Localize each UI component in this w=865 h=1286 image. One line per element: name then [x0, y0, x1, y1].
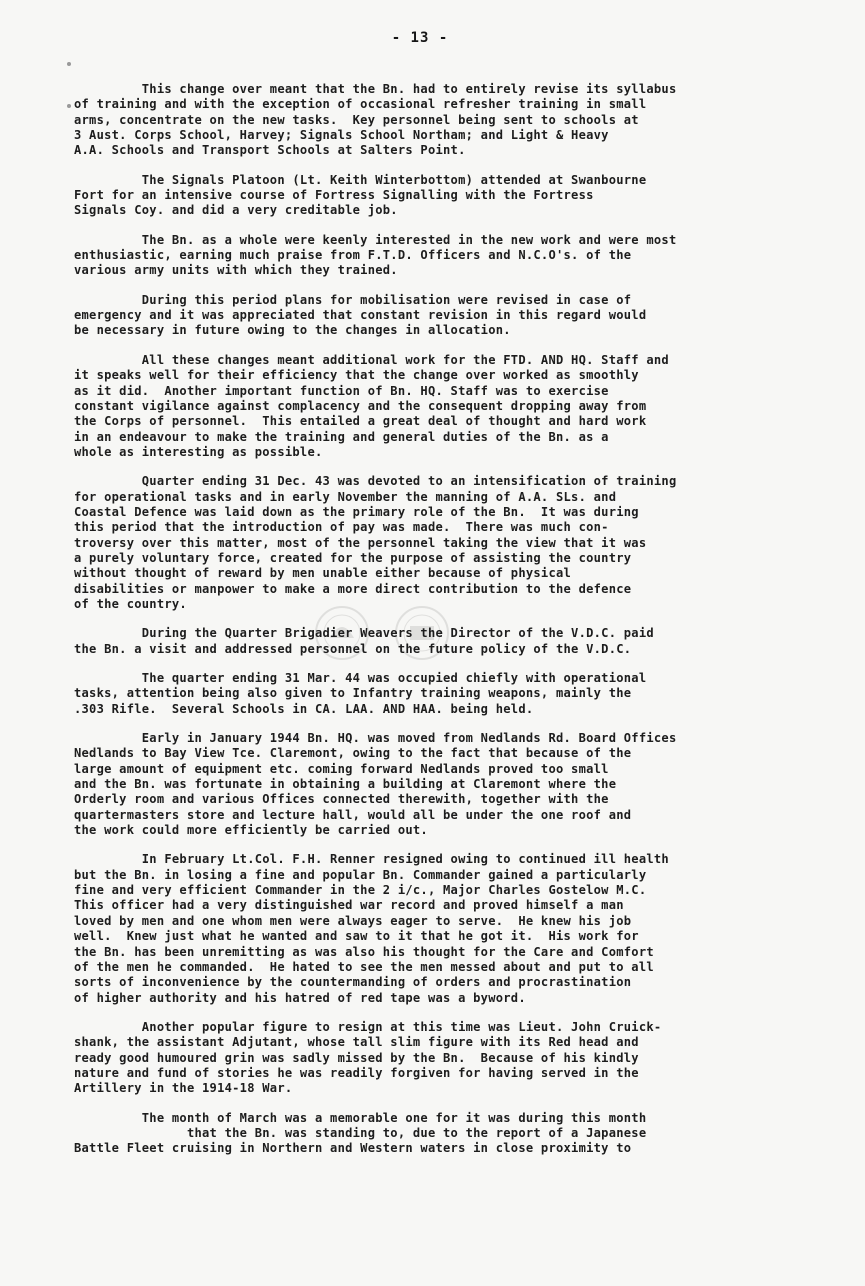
- text-line: the Corps of personnel. This entailed a great deal of thought and hard work: [74, 414, 647, 429]
- text-line: well. Knew just what he wanted and saw to it that he got it. His work for: [74, 929, 639, 944]
- text-line: disabilities or manpower to make a more direct contribution to the defence: [74, 581, 632, 596]
- text-line: whole as interesting as possible.: [74, 444, 323, 459]
- paragraph: [74, 1111, 804, 1157]
- text-line: sorts of inconvenience by the countermanding of orders and procrastination: [74, 975, 632, 990]
- text-line: troversy over this matter, most of the personnel taking the view that it was: [74, 535, 647, 550]
- text-line: ready good humoured grin was sadly missed by the Bn. Because of his kindly: [74, 1050, 639, 1065]
- text-line: Artillery in the 1914-18 War.: [74, 1081, 293, 1096]
- text-line: The Bn. as a whole were keenly interested in the new work and were most: [74, 232, 677, 247]
- text-line: quartermasters store and lecture hall, would all be under the one roof and: [74, 807, 632, 822]
- text-line: A.A. Schools and Transport Schools at Salters Point.: [74, 143, 466, 158]
- text-line: Early in January 1944 Bn. HQ. was moved from Nedlands Rd. Board Offices: [74, 731, 677, 746]
- text-line: of the men he commanded. He hated to see the men messed about and put to all: [74, 959, 654, 974]
- text-line: of training and with the exception of occasional refresher training in small: [74, 97, 647, 112]
- text-line: Quarter ending 31 Dec. 43 was devoted to an intensification of training: [74, 474, 677, 489]
- text-line: Another popular figure to resign at this time was Lieut. John Cruick-: [74, 1019, 662, 1034]
- text-line: Orderly room and various Offices connected therewith, together with the: [74, 792, 609, 807]
- text-line: be necessary in future owing to the changes in allocation.: [74, 323, 511, 338]
- text-line: for operational tasks and in early November the manning of A.A. SLs. and: [74, 489, 617, 504]
- text-line: constant vigilance against complacency and the consequent dropping away from: [74, 398, 647, 413]
- paragraph: [74, 1020, 804, 1097]
- text-line: but the Bn. in losing a fine and popular Bn. Commander gained a particularly: [74, 867, 647, 882]
- text-line: that the Bn. was standing to, due to the report of a Japanese: [74, 1125, 647, 1140]
- body-text: [74, 82, 804, 1171]
- text-line: without thought of reward by men unable either because of physical: [74, 566, 572, 581]
- text-line: 3 Aust. Corps School, Harvey; Signals School Northam; and Light & Heavy: [74, 128, 609, 143]
- text-line: the work could more efficiently be carried out.: [74, 823, 428, 838]
- text-line: it speaks well for their efficiency that the change over worked as smoothly: [74, 368, 639, 383]
- text-line: The quarter ending 31 Mar. 44 was occupied chiefly with operational: [74, 671, 647, 685]
- text-line: this period that the introduction of pay was made. There was much con-: [74, 520, 609, 535]
- paragraph: [74, 293, 804, 339]
- text-line: Fort for an intensive course of Fortress Signalling with the Fortress: [74, 188, 594, 203]
- text-line: The month of March was a memorable one for it was during this month: [74, 1110, 647, 1125]
- text-line: tasks, attention being also given to Infantry training weapons, mainly the: [74, 686, 632, 701]
- text-line: various army units with which they trained.: [74, 263, 398, 278]
- text-line: in an endeavour to make the training and general duties of the Bn. as a: [74, 429, 609, 444]
- punch-mark: [67, 62, 71, 66]
- text-line: This change over meant that the Bn. had to entirely revise its syllabus: [74, 82, 677, 96]
- text-line: In February Lt.Col. F.H. Renner resigned owing to continued ill health: [74, 852, 669, 867]
- text-line: the Bn. a visit and addressed personnel on the future policy of the V.D.C.: [74, 641, 632, 656]
- text-line: fine and very efficient Commander in the 2 i/c., Major Charles Gostelow M.C.: [74, 883, 647, 898]
- text-line: of higher authority and his hatred of red tape was a byword.: [74, 990, 526, 1005]
- text-line: the Bn. has been unremitting as was also his thought for the Care and Comfort: [74, 944, 654, 959]
- text-line: Battle Fleet cruising in Northern and Western waters in close proximity to: [74, 1141, 632, 1156]
- text-line: This officer had a very distinguished war record and proved himself a man: [74, 898, 624, 913]
- text-line: Signals Coy. and did a very creditable job.: [74, 203, 398, 218]
- paragraph: [74, 474, 804, 612]
- text-line: The Signals Platoon (Lt. Keith Winterbottom) attended at Swanbourne: [74, 172, 647, 187]
- text-line: of the country.: [74, 596, 187, 611]
- text-line: Nedlands to Bay View Tce. Claremont, owing to the fact that because of the: [74, 746, 632, 761]
- paragraph: [74, 353, 804, 460]
- text-line: as it did. Another important function of Bn. HQ. Staff was to exercise: [74, 383, 609, 398]
- text-line: Coastal Defence was laid down as the primary role of the Bn. It was during: [74, 504, 639, 519]
- text-line: enthusiastic, earning much praise from F.T.D. Officers and N.C.O's. of the: [74, 248, 632, 263]
- text-line: loved by men and one whom men were always eager to serve. He knew his job: [74, 913, 632, 928]
- text-line: shank, the assistant Adjutant, whose tall slim figure with its Red head and: [74, 1035, 639, 1050]
- text-line: emergency and it was appreciated that constant revision in this regard would: [74, 308, 647, 323]
- text-line: a purely voluntary force, created for the purpose of assisting the country: [74, 550, 632, 565]
- paragraph: [74, 626, 804, 657]
- text-line: and the Bn. was fortunate in obtaining a building at Claremont where the: [74, 777, 617, 792]
- paragraph: [74, 233, 804, 279]
- paragraph: [74, 671, 804, 717]
- paragraph: [74, 731, 804, 838]
- text-line: During this period plans for mobilisation were revised in case of: [74, 292, 632, 307]
- punch-mark: [67, 104, 71, 108]
- paragraph: [74, 82, 804, 159]
- text-line: nature and fund of stories he was readily forgiven for having served in the: [74, 1065, 639, 1080]
- text-line: During the Quarter Brigadier Weavers the Director of the V.D.C. paid: [74, 626, 654, 641]
- text-line: large amount of equipment etc. coming forward Nedlands proved too small: [74, 761, 609, 776]
- text-line: .303 Rifle. Several Schools in CA. LAA. AND HAA. being held.: [74, 701, 534, 716]
- text-line: arms, concentrate on the new tasks. Key personnel being sent to schools at: [74, 112, 639, 127]
- paragraph: [74, 852, 804, 1005]
- paragraph: [74, 173, 804, 219]
- page-number: - 13 -: [391, 30, 449, 46]
- text-line: All these changes meant additional work for the FTD. AND HQ. Staff and: [74, 352, 669, 367]
